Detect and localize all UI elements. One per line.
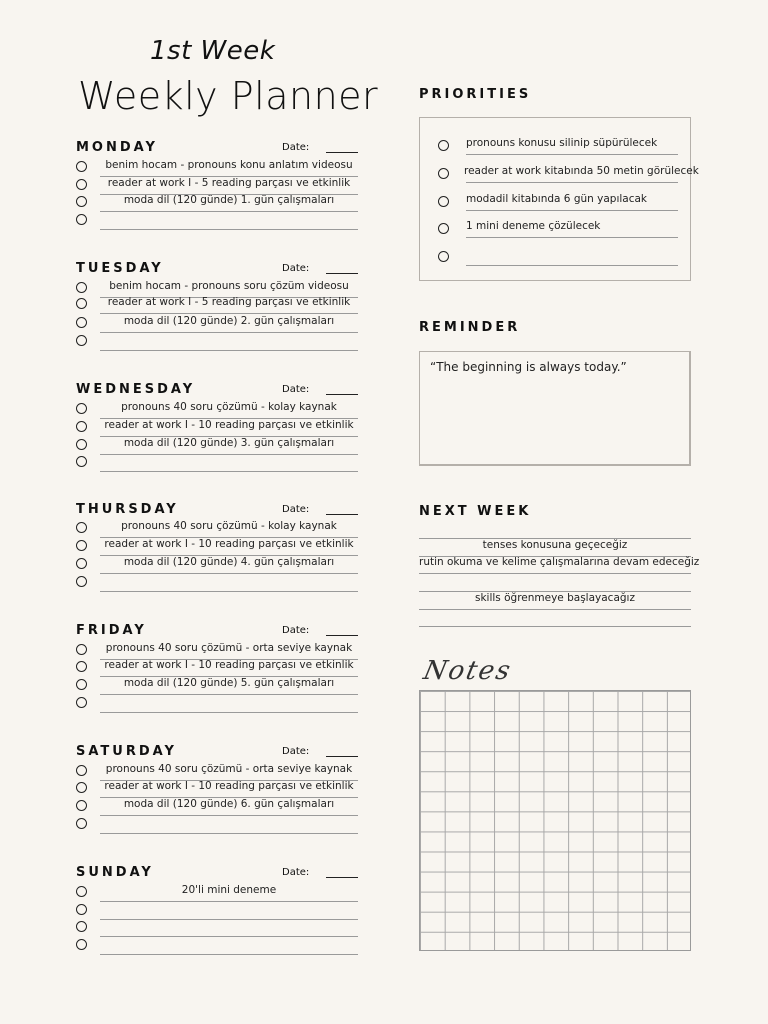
task-item bbox=[76, 195, 360, 212]
priority-item bbox=[438, 165, 699, 183]
day-name: MONDAY bbox=[76, 140, 158, 155]
reminder-heading: REMINDER bbox=[419, 320, 521, 335]
checkbox-circle[interactable] bbox=[76, 576, 87, 587]
day-sunday bbox=[76, 865, 360, 896]
task-item bbox=[76, 920, 360, 937]
priority-item bbox=[438, 194, 684, 211]
day-tuesday bbox=[76, 261, 360, 327]
checkbox-circle[interactable] bbox=[438, 223, 449, 234]
checkbox-circle[interactable] bbox=[76, 644, 87, 655]
task-item bbox=[76, 213, 360, 230]
task-text: moda dil (120 günde) 5. gün çalışmaları bbox=[123, 677, 335, 689]
day-thursday bbox=[76, 502, 360, 568]
next-week-item bbox=[419, 538, 691, 557]
day-friday bbox=[76, 623, 360, 689]
task-text: 20'li mini deneme bbox=[181, 884, 277, 896]
priority-text: pronouns konusu silinip süpürülecek bbox=[466, 137, 658, 149]
task-text: moda dil (120 günde) 3. gün çalışmaları bbox=[123, 437, 335, 449]
page-title: Weekly Planner bbox=[78, 74, 379, 118]
task-item bbox=[76, 420, 360, 437]
checkbox-circle[interactable] bbox=[76, 421, 87, 432]
task-text: moda dil (120 günde) 4. gün çalışmaları bbox=[123, 556, 335, 568]
notes-grid[interactable] bbox=[419, 690, 691, 951]
task-item bbox=[76, 678, 360, 695]
date-label: Date: bbox=[282, 263, 310, 274]
priority-text: 1 mini deneme çözülecek bbox=[466, 220, 601, 232]
checkbox-circle[interactable] bbox=[76, 214, 87, 225]
date-field[interactable] bbox=[326, 877, 358, 878]
task-text: reader at work I - 5 reading parçası ve etkinlik bbox=[107, 177, 351, 189]
task-text: pronouns 40 soru çözümü - kolay kaynak bbox=[121, 401, 337, 413]
priority-text: modadil kitabında 6 gün yapılacak bbox=[466, 193, 648, 205]
date-field[interactable] bbox=[326, 756, 358, 757]
task-text: reader at work I - 10 reading parçası ve etkinlik bbox=[104, 780, 354, 792]
date-field[interactable] bbox=[326, 273, 358, 274]
task-item bbox=[76, 455, 360, 472]
day-name: FRIDAY bbox=[76, 623, 147, 638]
next-week-item bbox=[419, 556, 700, 574]
checkbox-circle[interactable] bbox=[76, 782, 87, 793]
task-item bbox=[76, 764, 360, 781]
checkbox-circle[interactable] bbox=[76, 765, 87, 776]
checkbox-circle[interactable] bbox=[76, 697, 87, 708]
checkbox-circle[interactable] bbox=[76, 558, 87, 569]
date-field[interactable] bbox=[326, 152, 358, 153]
day-name: THURSDAY bbox=[76, 502, 179, 517]
date-label: Date: bbox=[282, 384, 310, 395]
checkbox-circle[interactable] bbox=[76, 818, 87, 829]
task-item bbox=[76, 885, 360, 902]
date-field[interactable] bbox=[326, 394, 358, 395]
date-label: Date: bbox=[282, 625, 310, 636]
checkbox-circle[interactable] bbox=[76, 800, 87, 811]
next-week-text: tenses konusuna geçeceğiz bbox=[482, 539, 628, 551]
priority-item bbox=[438, 249, 684, 266]
task-text: moda dil (120 günde) 2. gün çalışmaları bbox=[123, 315, 335, 327]
task-item bbox=[76, 575, 360, 592]
checkbox-circle[interactable] bbox=[76, 317, 87, 328]
task-text: benim hocam - pronouns konu anlatım videosu bbox=[105, 159, 353, 171]
priorities-heading: PRIORITIES bbox=[419, 87, 532, 102]
priority-item bbox=[438, 138, 684, 155]
priority-text: reader at work kitabında 50 metin görülecek bbox=[464, 165, 699, 177]
day-name: WEDNESDAY bbox=[76, 382, 196, 397]
checkbox-circle[interactable] bbox=[76, 921, 87, 932]
task-item bbox=[76, 316, 360, 333]
checkbox-circle[interactable] bbox=[76, 161, 87, 172]
date-label: Date: bbox=[282, 746, 310, 757]
task-item bbox=[76, 557, 360, 574]
checkbox-circle[interactable] bbox=[76, 522, 87, 533]
next-week-item bbox=[419, 609, 691, 627]
task-text: pronouns 40 soru çözümü - kolay kaynak bbox=[121, 520, 337, 532]
priorities-box bbox=[419, 117, 699, 281]
task-text: pronouns 40 soru çözümü - orta seviye kaynak bbox=[105, 763, 353, 775]
reminder-quote: “The beginning is always today.” bbox=[430, 360, 627, 374]
task-item bbox=[76, 178, 360, 195]
priority-item bbox=[438, 221, 684, 238]
day-monday bbox=[76, 140, 360, 206]
date-field[interactable] bbox=[326, 635, 358, 636]
task-item bbox=[76, 938, 360, 955]
date-field[interactable] bbox=[326, 514, 358, 515]
task-item bbox=[76, 903, 360, 920]
checkbox-circle[interactable] bbox=[76, 298, 87, 309]
checkbox-circle[interactable] bbox=[76, 282, 87, 293]
task-item bbox=[76, 438, 360, 455]
task-item bbox=[76, 660, 360, 677]
next-week-text: rutin okuma ve kelime çalışmalarına devam edeceğiz bbox=[419, 556, 700, 568]
task-text: reader at work I - 10 reading parçası ve etkinlik bbox=[104, 659, 354, 671]
checkbox-circle[interactable] bbox=[76, 439, 87, 450]
checkbox-circle[interactable] bbox=[76, 335, 87, 346]
task-text: reader at work I - 5 reading parçası ve etkinlik bbox=[107, 296, 351, 308]
task-item bbox=[76, 799, 360, 816]
task-item bbox=[76, 402, 360, 419]
day-name: SATURDAY bbox=[76, 744, 177, 759]
date-label: Date: bbox=[282, 142, 310, 153]
task-item bbox=[76, 160, 360, 177]
checkbox-circle[interactable] bbox=[76, 679, 87, 690]
task-item bbox=[76, 781, 360, 798]
task-text: moda dil (120 günde) 6. gün çalışmaları bbox=[123, 798, 335, 810]
page-subtitle: 1st Week bbox=[150, 36, 276, 66]
task-text: pronouns 40 soru çözümü - orta seviye kaynak bbox=[105, 642, 353, 654]
reminder-box bbox=[419, 351, 691, 466]
checkbox-circle[interactable] bbox=[438, 251, 449, 262]
checkbox-circle[interactable] bbox=[76, 904, 87, 915]
next-week-item bbox=[419, 591, 691, 610]
checkbox-circle[interactable] bbox=[76, 886, 87, 897]
checkbox-circle[interactable] bbox=[76, 939, 87, 950]
task-item bbox=[76, 643, 360, 660]
task-item bbox=[76, 696, 360, 713]
checkbox-circle[interactable] bbox=[76, 403, 87, 414]
day-name: SUNDAY bbox=[76, 865, 154, 880]
task-item bbox=[76, 521, 360, 538]
next-week-text: skills öğrenmeye başlayacağız bbox=[475, 592, 635, 604]
checkbox-circle[interactable] bbox=[76, 456, 87, 467]
task-text: reader at work I - 10 reading parçası ve etkinlik bbox=[104, 538, 354, 550]
checkbox-circle[interactable] bbox=[76, 196, 87, 207]
task-item bbox=[76, 539, 360, 556]
checkbox-circle[interactable] bbox=[76, 661, 87, 672]
checkbox-circle[interactable] bbox=[438, 196, 449, 207]
task-text: moda dil (120 günde) 1. gün çalışmaları bbox=[123, 194, 335, 206]
next-week-heading: NEXT WEEK bbox=[419, 504, 532, 519]
task-item bbox=[76, 817, 360, 834]
checkbox-circle[interactable] bbox=[438, 140, 449, 151]
day-wednesday bbox=[76, 382, 360, 449]
checkbox-circle[interactable] bbox=[76, 540, 87, 551]
date-label: Date: bbox=[282, 867, 310, 878]
task-item bbox=[76, 334, 360, 351]
checkbox-circle[interactable] bbox=[438, 168, 449, 179]
day-name: TUESDAY bbox=[76, 261, 164, 276]
date-label: Date: bbox=[282, 504, 310, 515]
task-item bbox=[76, 297, 360, 314]
task-text: reader at work I - 10 reading parçası ve etkinlik bbox=[104, 419, 354, 431]
day-saturday bbox=[76, 744, 360, 810]
checkbox-circle[interactable] bbox=[76, 179, 87, 190]
notes-heading: Notes bbox=[420, 656, 515, 686]
task-text: benim hocam - pronouns soru çözüm videosu bbox=[109, 280, 349, 292]
